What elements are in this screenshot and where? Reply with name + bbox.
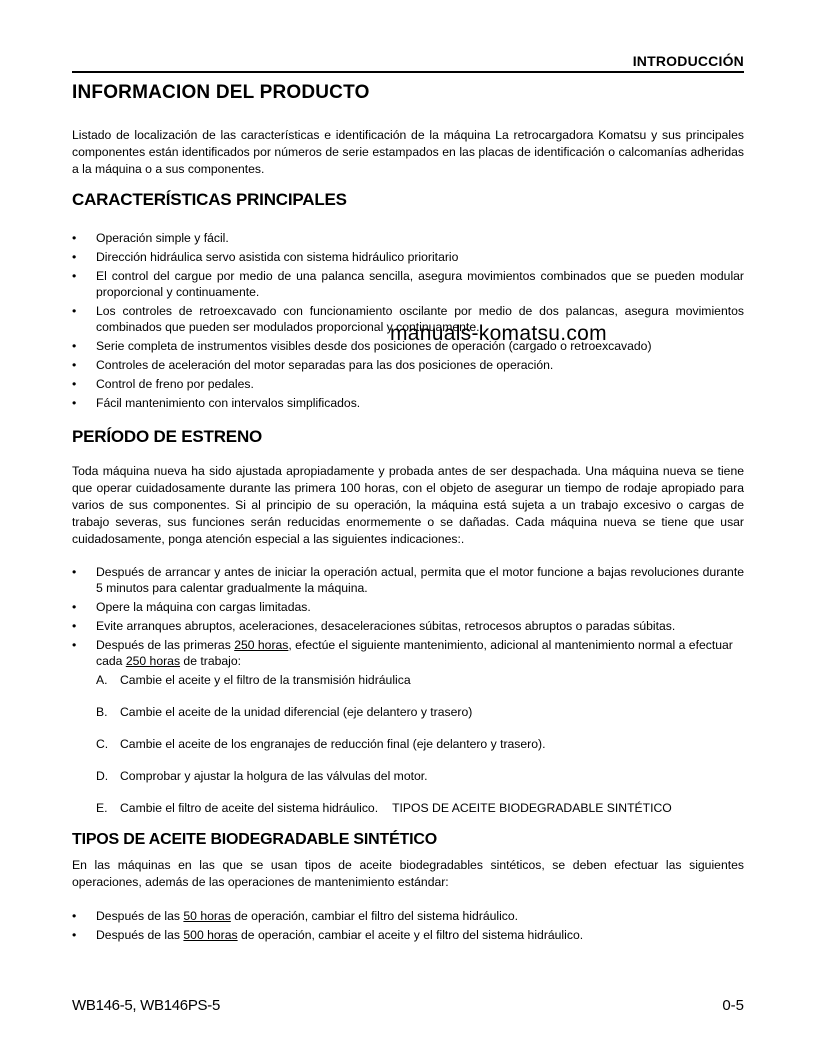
list-item: • Los controles de retroexcavado con funcionamiento oscilante por medio de dos palancas, asegura movimientos combinados que pueden ser modulados proporcional y continuamente. — [72, 304, 744, 334]
bullet-icon: • — [72, 928, 77, 942]
producto-paragraph: Listado de localización de las características e identificación de la máquina La retrocargadora Komatsu y sus principales componentes están identificados por números de serie estampados en las placas de identificación o calcomanías adheridas a la máquina o a sus componentes. — [72, 128, 744, 176]
bullet-icon: • — [72, 339, 77, 353]
bullet-icon: • — [72, 269, 77, 283]
hours-link: 250 horas — [125, 654, 181, 668]
bullet-icon: • — [72, 565, 77, 579]
list-item: • Opere la máquina con cargas limitadas. — [72, 600, 311, 614]
list-item: • Fácil mantenimiento con intervalos simplificados. — [72, 396, 361, 410]
bullet-icon: • — [72, 600, 77, 614]
section-title-caracteristicas: CARACTERÍSTICAS PRINCIPALES — [72, 190, 347, 209]
sublist-item: A. Cambie el aceite y el filtro de la transmisión hidráulica — [96, 673, 411, 687]
list-item: • Evite arranques abruptos, aceleraciones, desaceleraciones súbitas, retrocesos abruptos o paradas súbitas. — [72, 619, 676, 633]
list-item: • Después de las 500 horas de operación, cambiar el aceite y el filtro del sistema hidráulico. — [72, 928, 584, 942]
list-item: • Después de las primeras 250 horas, efectúe el siguiente mantenimiento, adicional al mantenimiento normal a efectuar cada 250 horas de trabajo: — [72, 638, 733, 668]
bullet-icon: • — [72, 358, 77, 372]
aceite-paragraph: En las máquinas en las que se usan tipos de aceite biodegradables sintéticos, se deben efectuar las siguientes operaciones, además de las operaciones de mantenimiento estándar: — [72, 858, 744, 889]
document-page — [72, 0, 744, 1056]
section-title-estreno: PERÍODO DE ESTRENO — [72, 427, 263, 446]
hours-link: 250 horas — [234, 638, 289, 652]
bullet-icon: • — [72, 638, 77, 652]
header-rule — [72, 71, 744, 73]
list-item: • Serie completa de instrumentos visibles desde dos posiciones de operación (cargado o retroexcavado) — [72, 339, 652, 353]
list-item: • Dirección hidráulica servo asistida con sistema hidráulico prioritario — [72, 250, 459, 264]
footer-model-numbers: WB146-5, WB146PS-5 — [72, 997, 220, 1014]
watermark-text: manuals-komatsu.com — [390, 322, 607, 345]
running-header: INTRODUCCIÓN — [632, 53, 744, 69]
bullet-icon: • — [72, 396, 77, 410]
estreno-paragraph: Toda máquina nueva ha sido ajustada apropiadamente y probada antes de ser despachada. Una máquina nueva se tiene que operar cuidadosamente durante las primera 100 horas, con el objeto de asegurar un tiempo de rodaje apropiado para varios de sus componentes. Si al principio de su operación, la máquina está sujeta a un trabajo excesivo o cargas de trabajo severas, sus funciones serán reducidas enormemente o se dañadas. Cada máquina nueva se tiene que usar cuidadosamente, ponga atención especial a las siguientes indicaciones:. — [72, 464, 744, 546]
bullet-icon: • — [72, 377, 77, 391]
bullet-icon: • — [72, 231, 77, 245]
list-item: • Operación simple y fácil. — [72, 231, 229, 245]
list-item: • El control del cargue por medio de una palanca sencilla, asegura movimientos combinados que se pueden modular proporcional y continuamente. — [72, 269, 744, 299]
sublist-item: C. Cambie el aceite de los engranajes de reducción final (eje delantero y trasero). — [96, 737, 546, 751]
hours-link: 50 horas — [183, 909, 231, 923]
bullet-icon: • — [72, 250, 77, 264]
stray-heading-text: TIPOS DE ACEITE BIODEGRADABLE SINTÉTICO — [392, 801, 672, 815]
sublist-item: B. Cambie el aceite de la unidad diferencial (eje delantero y trasero) — [96, 705, 473, 719]
list-item: • Después de las 50 horas de operación, cambiar el filtro del sistema hidráulico. — [72, 909, 519, 923]
maintenance-sublist — [96, 672, 744, 832]
section-title-producto: INFORMACION DEL PRODUCTO — [72, 82, 370, 103]
section-title-aceite: TIPOS DE ACEITE BIODEGRADABLE SINTÉTICO — [72, 831, 437, 848]
sublist-item: E. Cambie el filtro de aceite del sistema hidráulico. TIPOS DE ACEITE BIODEGRADABLE SINTÉTICO — [96, 801, 672, 815]
sublist-item: D. Comprobar y ajustar la holgura de las válvulas del motor. — [96, 769, 428, 783]
estreno-list — [72, 564, 744, 672]
footer-page-number: 0-5 — [722, 997, 744, 1014]
aceite-list — [72, 908, 744, 946]
bullet-icon: • — [72, 304, 77, 318]
list-item: • Control de freno por pedales. — [72, 377, 254, 391]
bullet-icon: • — [72, 909, 77, 923]
bullet-icon: • — [72, 619, 77, 633]
hours-link: 500 horas — [183, 928, 238, 942]
list-item: • Controles de aceleración del motor separadas para las dos posiciones de operación. — [72, 358, 554, 372]
list-item: • Después de arrancar y antes de iniciar la operación actual, permita que el motor funcione a bajas revoluciones durante 5 minutos para calentar gradualmente la máquina. — [72, 565, 744, 595]
